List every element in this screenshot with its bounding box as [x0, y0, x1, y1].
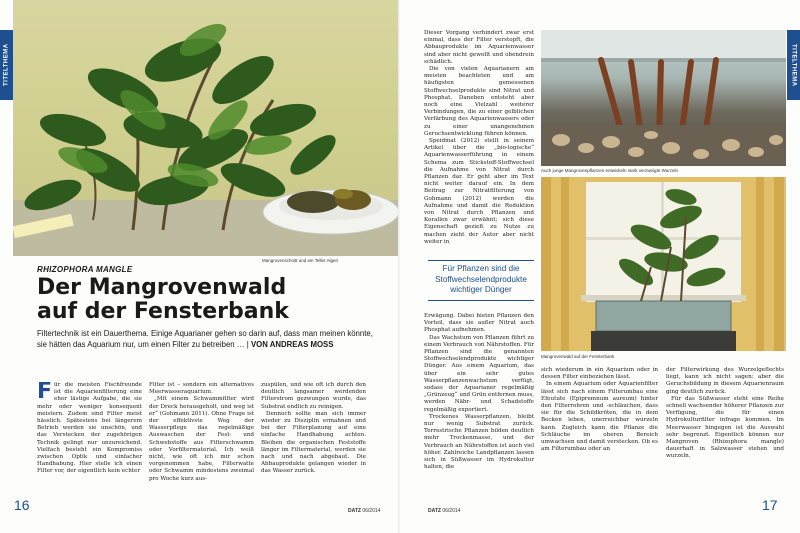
pullquote-rule-bottom [428, 300, 534, 301]
right-column-1-top [424, 30, 534, 258]
paragraph: Speidmat (2012) stellt in seinem Artikel über die „bio-logische“ Aquarienwasserführung in einem Schema zum Stickstoff-Stoffwechsel die Aufnahme von Nitrat durch Pflanzen dar. Er geht aber im Text nicht weiter darauf ein. In dem Beitrag zur Nitratfilterung von Gohmann (2012) werden die Aufnahme und damit die Reduktion von Nitrat durch Pflanzen und Korallen zwar erwähnt; sich diese Eigenschaft gezielt zu Nutze zu machen zieht der Autor aber nicht weiter in [424, 138, 534, 245]
photo-window-mangroves [541, 177, 786, 351]
paragraph: Für das Süßwasser steht eine Reihe schnell wachsender höherer Pflanzen zur Verfügung, die für einen Hydrokulturfilter infrage kommen. Im Meerwasser hingegen ist die Auswahl sehr begrenzt. Eigentlich können nur Mangroven (Rhizophora mangle) dauerhaft in Salzwasser stehen und wurzeln. [666, 395, 784, 460]
right-column-2 [541, 367, 658, 497]
paragraph: zuspülen, und wie oft ich durch den deutlich langsamer werdenden Filterstrom gezwungen wurde, das Substrat endlich zu reinigen. [261, 382, 366, 410]
photo-caption-left: Mangrovenschnitt und ein Teller Algen [262, 258, 338, 263]
article-headline [37, 276, 377, 324]
article-kicker: RHIZOPHORA MANGLE [37, 265, 133, 274]
photo-caption-bottom-right: Mangrovenwald auf der Fensterbank [541, 354, 615, 359]
paragraph: Trockenes Wasserpflanzen, bleibt nur wenig Substrat zurück. Terrestrische Pflanzen bilden deutlich mehr Trockenmasse, und der Verbrauch an Nährstoffen ist auch viel höher. Zahlreiche Landpflanzen lassen sich in Süßwasser im Hydrokultur halten, die [424, 413, 534, 471]
paragraph: „Mit einem Schwammfilter wird der Dreck herausgeholt, und weg ist er“ (Gohmann 2011). Ohne Frage ist der effektivste Weg der Wasserpflege das regelmäßige Auswaschen der Fest- und Schwebstoffe aus Filterschwamm oder Vorfiltermaterial. Ich weiß nicht, wie oft ich mir schon vorgenommen habe, Filterwatte oder Schwamm mindestens zweimal pro Woche kurz aus- [149, 396, 254, 482]
paragraph: Filter ist – sondern ein alternatives Meerwasseraquarium. [149, 382, 254, 396]
left-column-3 [261, 382, 366, 497]
right-column-3 [666, 367, 784, 497]
drop-cap: F [37, 382, 53, 404]
magazine-issue-right: DATZ 06/2014 [428, 508, 461, 514]
paragraph: Dennoch sollte man sich immer wieder zu Disziplin ermahnen und bei der Filterplanung auf eine einfache Handhabung achten. Bleiben die organischen Feststoffe länger im Filtermaterial, werden sie nach und nach abgebaut. Die Abbauprodukte gelangen wieder in das Wasser zurück. [261, 410, 366, 475]
headline-line-1: Der Mangrovenwald [37, 275, 287, 300]
section-tab-right: TITELTHEMA [787, 30, 800, 100]
page-number-left: 16 [14, 497, 30, 513]
headline-line-2: auf der Fensterbank [37, 299, 289, 324]
mangrove-cuttings-illustration [13, 0, 400, 256]
article-deck [37, 329, 382, 350]
pullquote-rule-top [428, 260, 534, 261]
pullquote: Für Pflanzen sind die Stoffwechselendprodukte wichtiger Dünger [435, 264, 527, 294]
deck-text: Filtertechnik ist ein Dauerthema. Einige Aquarianer gehen so darin auf, dass man meinen könnte, sie hätten das Aquarium nur, um einen Filter zu betreiben … | [37, 329, 373, 349]
deck-author: VON ANDREAS MOSS [250, 339, 334, 349]
left-column-2 [149, 382, 254, 497]
photo-caption-top-right: Auch junge Mangrovenpflanzen entwickeln stark verzweigte Wurzeln [541, 168, 678, 173]
paragraph: Erwägung. Dabei bieten Pflanzen den Vorteil, dass sie außer Nitrat auch Phosphat aufnehmen. [424, 313, 534, 334]
paragraph: Dieser Vorgang verhindert zwar erst einmal, dass der Filter verstopft, die Abbauprodukte im Aquarienwasser sind aber nicht gewollt und obendrein schädlich. [424, 30, 534, 65]
paragraph: In einem Aquarium oder Aquarienfilter lässt sich nach einem Filterumbau eine Efeutute (Epipremnum aureum) hinter den Filterrohren und -schläuchen, dass sie für die Schildkröten, die in dem Becken leben, unerreichbar wurzeln kann. Zugleich kann die Pflanze die Schläuche im oberen Bereich umwachsen und damit verstecken. Ob es am Filterumbau oder an [541, 381, 658, 453]
left-column-1 [37, 382, 142, 497]
paragraph: Für die meisten Fischfreunde ist die Aquarienfilterung eine eher lästige Aufgabe, die sie mehr oder weniger konsequent meistern. Zudem sind Filter meist hässlich. Spätestens bei längerem Betrieb werden sie unschön, und das Verstecken der zugehörigen Technik gelingt nur unzureichend. Vielfach besteht ein Kompromiss zwischen Optik und einfacher Handhabung. Hier stelle ich einen Filter vor, der eigentlich kein echter [37, 382, 142, 475]
paragraph: sich wiederum in ein Aquarium oder in dessen Filter einbeziehen lässt. [541, 367, 658, 381]
section-tab-left: TITELTHEMA [0, 30, 13, 100]
magazine-issue-left: DATZ 06/2014 [348, 508, 381, 514]
photo-mangrove-roots [541, 30, 786, 166]
page-number-right: 17 [762, 497, 778, 513]
mangrove-roots-illustration [541, 30, 786, 166]
paragraph: Die von vielen Aquarianern am meisten beachteten und am häufigsten gemessenen Stoffwechselprodukte sind Nitrat und Phosphat. Daneben entsteht aber noch eine Vielzahl weiterer Verbindungen, die zu einer gelblichen Verfärbung des Aquarienwassers oder zu einer unangenehmen Geruchsentwicklung führen können. [424, 66, 534, 137]
paragraph: Das Wachstum von Pflanzen führt zu einem Verbrauch von Nährstoffen. Für Pflanzen sind die genannten Stoffwechselendprodukte wichtiger Dünger. Aus einem Aquarium, das über ein sehr gutes Wasserpflanzenwachstum verfügt, sodass der Aquarianer regelmäßig „Grünzeug“ und Grün entfernen muss, werden Nähr- und Schadstoffe regelmäßig exportiert. [424, 334, 534, 413]
photo-mangrove-cuttings [13, 0, 400, 256]
window-mangroves-illustration [541, 177, 786, 351]
paragraph: der Filterwirkung des Wurzelgeflechts liegt, kann ich nicht sagen: aber die Geruchsbildung in diesem Aquarienraum ging deutlich zurück. [666, 367, 784, 395]
right-column-1-bottom [424, 313, 534, 497]
